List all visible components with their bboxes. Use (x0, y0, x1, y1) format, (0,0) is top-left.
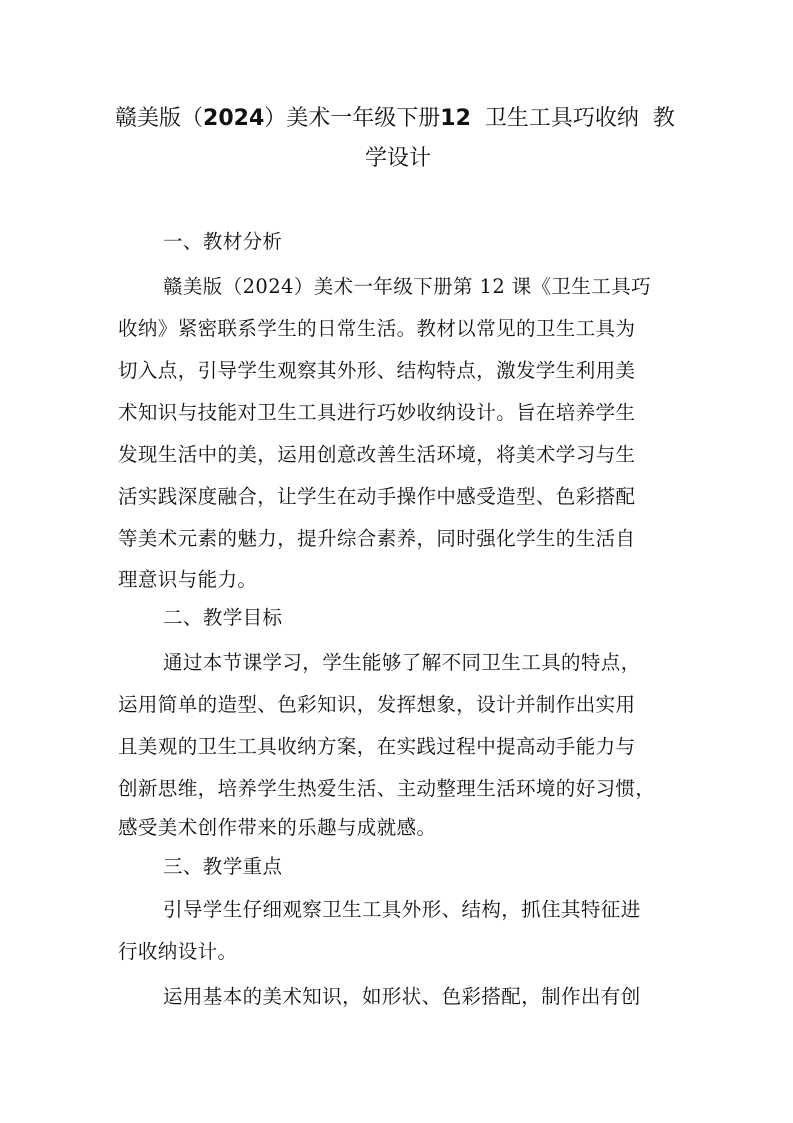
title-text-f: 卫生工具巧收纳 教 (470, 106, 675, 131)
section-heading-3: 三、教学重点 (163, 855, 283, 878)
title-text-d: ）美术一年级下册 (264, 106, 441, 131)
paragraph-line: 收纳》紧密联系学生的日常生活。教材以常见的卫生工具为 (118, 317, 636, 340)
title-year: 2024 (203, 106, 265, 131)
title-text-b: （ (181, 106, 204, 131)
title-text-a: 赣美版 (115, 106, 182, 131)
section-heading-2: 二、教学目标 (163, 606, 283, 629)
paragraph-line: 活实践深度融合，让学生在动手操作中感受造型、色彩搭配 (118, 485, 636, 508)
paragraph-line: 感受美术创作带来的乐趣与成就感。 (118, 816, 437, 839)
paragraph-line: 切入点，引导学生观察其外形、结构特点，激发学生利用美 (118, 359, 636, 382)
document-title-line-2: 学设计 (365, 146, 432, 171)
paragraph-line: 引导学生仔细观察卫生工具外形、结构，抓住其特征进 (163, 898, 641, 921)
paragraph-line: 赣美版（2024）美术一年级下册第 12 课《卫生工具巧 (163, 275, 652, 298)
paragraph-line: 创新思维，培养学生热爱生活、主动整理生活环境的好习惯， (118, 777, 656, 800)
paragraph-line: 通过本节课学习，学生能够了解不同卫生工具的特点， (163, 651, 641, 674)
paragraph-line: 行收纳设计。 (118, 940, 238, 963)
title-lesson-number: 12 (440, 106, 471, 131)
paragraph-line: 运用基本的美术知识，如形状、色彩搭配，制作出有创 (163, 985, 641, 1008)
paragraph-line: 理意识与能力。 (118, 568, 258, 591)
section-heading-1: 一、教材分析 (163, 230, 283, 253)
document-title-line-1 (115, 107, 690, 131)
paragraph-line: 发现生活中的美，运用创意改善生活环境，将美术学习与生 (118, 443, 636, 466)
paragraph-line: 且美观的卫生工具收纳方案，在实践过程中提高动手能力与 (118, 735, 636, 758)
paragraph-line: 术知识与技能对卫生工具进行巧妙收纳设计。旨在培养学生 (118, 401, 636, 424)
paragraph-line: 运用简单的造型、色彩知识，发挥想象，设计并制作出实用 (118, 693, 636, 716)
paragraph-line: 等美术元素的魅力，提升综合素养，同时强化学生的生活自 (118, 527, 636, 550)
